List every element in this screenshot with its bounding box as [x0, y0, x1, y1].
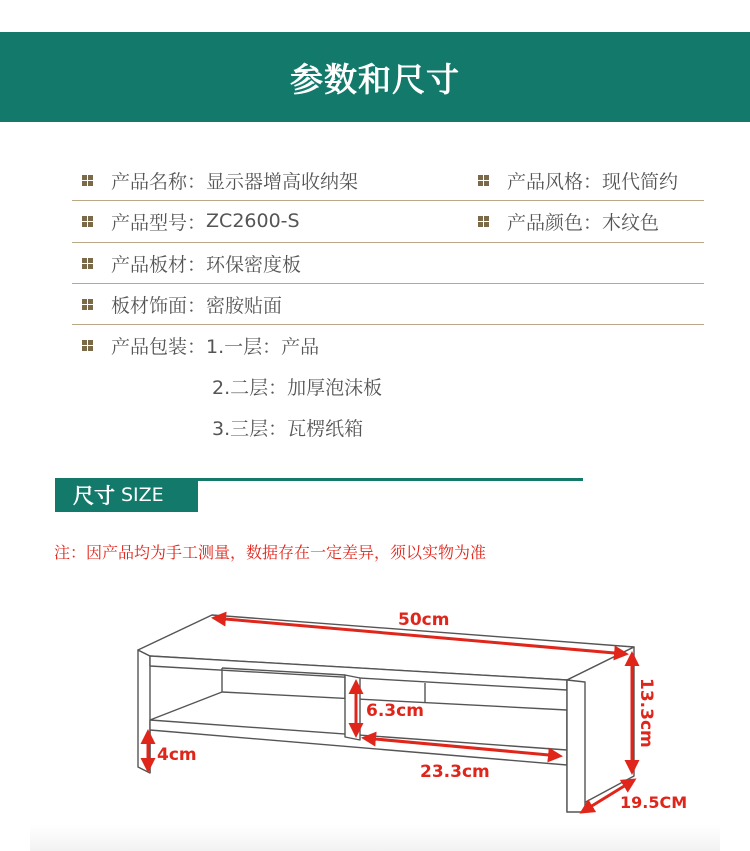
- spec-value: ZC2600-S: [206, 210, 300, 232]
- packaging-layer-3: 3.三层：瓦楞纸箱: [212, 418, 364, 440]
- spec-label: 产品型号: [111, 211, 188, 234]
- spec-label: 产品包装: [111, 335, 188, 358]
- leg-height-label: 4cm: [157, 745, 197, 765]
- spec-board-material: 产品板材 ： 环保密度板: [82, 243, 301, 283]
- plus-square-icon: [478, 216, 489, 227]
- spec-packaging: 产品包装 ： 1.一层：产品: [82, 325, 319, 365]
- spec-surface-finish: 板材饰面 ： 密胺贴面: [82, 284, 282, 324]
- measurement-note: 注：因产品均为手工测量，数据存在一定差异，须以实物为准: [54, 543, 487, 562]
- spec-value: 1.一层：产品: [206, 335, 320, 358]
- page-title: 参数和尺寸: [290, 59, 460, 99]
- spec-label: 板材饰面: [111, 294, 188, 317]
- plus-square-icon: [478, 175, 489, 186]
- spec-product-style: 产品风格 ： 现代简约: [478, 160, 678, 200]
- length-label: 50cm: [398, 610, 450, 630]
- inner-height-label: 6.3cm: [366, 701, 424, 721]
- plus-square-icon: [82, 258, 93, 269]
- inner-width-label: 23.3cm: [420, 762, 490, 782]
- packaging-layer-2: 2.二层：加厚泡沫板: [212, 377, 383, 399]
- spec-value: 木纹色: [602, 211, 660, 234]
- bottom-shadow: [30, 825, 720, 851]
- spec-label: 产品风格: [507, 170, 584, 193]
- plus-square-icon: [82, 216, 93, 227]
- spec-product-name: 产品名称 ： 显示器增高收纳架: [82, 160, 358, 200]
- size-title: 尺寸: [73, 484, 115, 508]
- spec-value: 密胺贴面: [206, 294, 283, 317]
- product-dimension-diagram: [0, 590, 750, 830]
- spec-value: 环保密度板: [206, 253, 302, 276]
- size-title-en: SIZE: [121, 484, 164, 506]
- size-section-header: [55, 478, 198, 512]
- depth-label: 19.5CM: [620, 793, 688, 812]
- spec-label: 产品颜色: [507, 211, 584, 234]
- spec-value: 现代简约: [602, 170, 679, 193]
- plus-square-icon: [82, 299, 93, 310]
- spec-value: 显示器增高收纳架: [206, 170, 359, 193]
- height-label: 13.3cm: [636, 678, 656, 748]
- plus-square-icon: [82, 340, 93, 351]
- spec-model: 产品型号 ： ZC2600-S: [82, 201, 300, 241]
- spec-color: 产品颜色 ： 木纹色: [478, 201, 659, 241]
- spec-label: 产品板材: [111, 253, 188, 276]
- spec-label: 产品名称: [111, 170, 188, 193]
- plus-square-icon: [82, 175, 93, 186]
- header-banner: [0, 32, 750, 122]
